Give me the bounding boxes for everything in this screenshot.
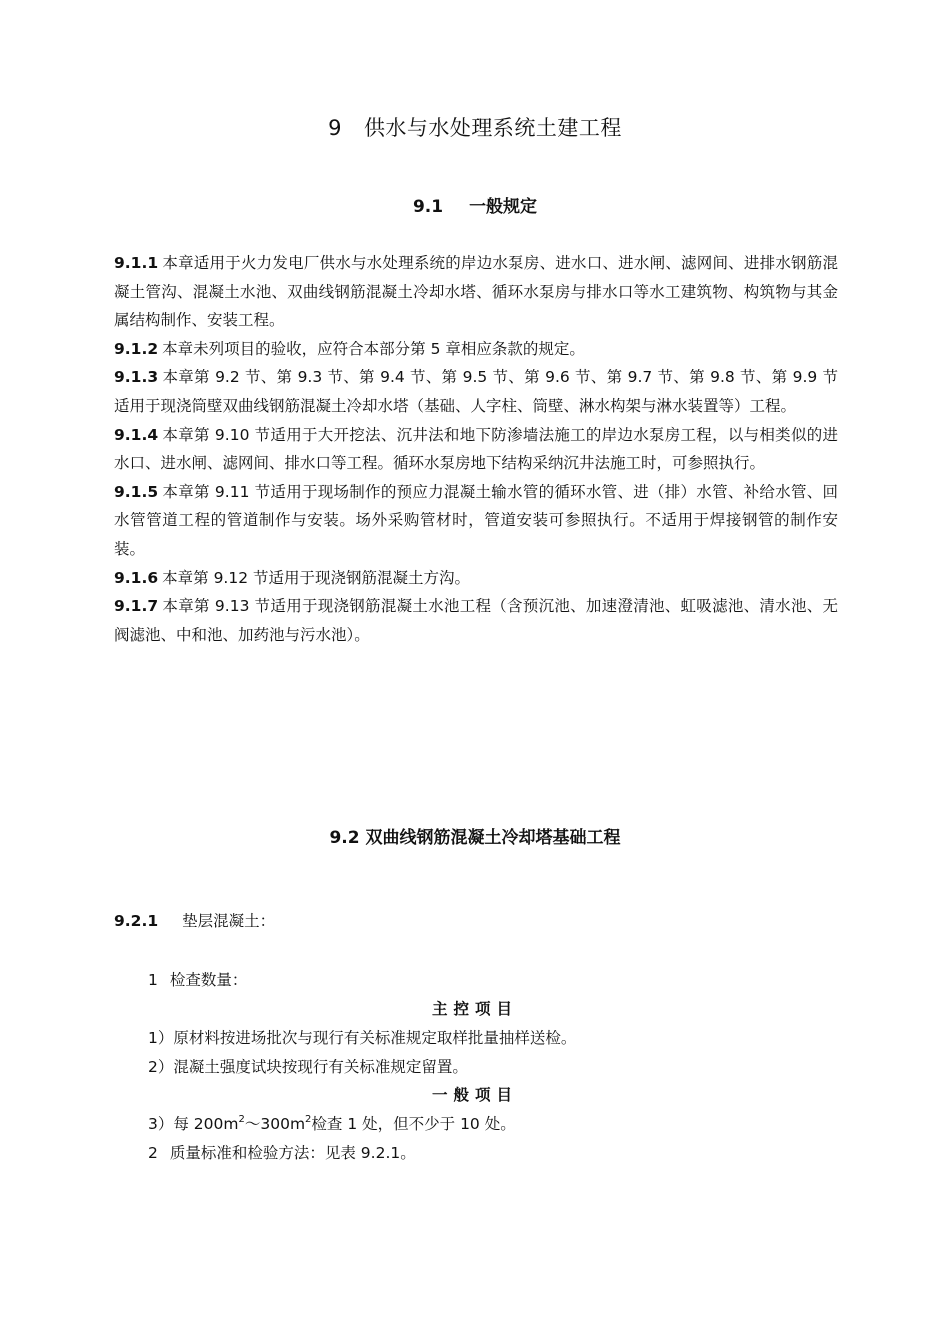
row-text-part: 检查 1 处，但不少于 10 处。 [311, 1115, 516, 1133]
item-text: 质量标准和检验方法：见表 9.2.1。 [169, 1144, 416, 1162]
superscript: 2 [305, 1113, 312, 1125]
chapter-number: 9 [328, 116, 342, 140]
requirement-row [148, 1112, 516, 1134]
clause [114, 335, 838, 364]
item-text: 检查数量： [169, 971, 248, 989]
clause-list [114, 249, 838, 649]
item-number: 2 [148, 1144, 158, 1162]
clause [114, 363, 838, 420]
clause-text: 本章第 9.10 节适用于大开挖法、沉井法和地下防渗墙法施工的岸边水泵房工程，以与相类似的进水口、进水闸、滤网间、排水口等工程。循环水泵房地下结构采纳沉井法施工时，可参照执行。 [114, 425, 838, 473]
clause-number: 9.1.4 [114, 425, 159, 444]
clause-text: 本章第 9.13 节适用于现浇钢筋混凝土水池工程（含预沉池、加速澄清池、虹吸滤池、清水池、无阀滤池、中和池、加药池与污水池）。 [114, 597, 838, 644]
clause [114, 478, 838, 564]
section-title-text: 一般规定 [469, 197, 538, 217]
general-items-heading: 一般项目 [431, 1086, 518, 1104]
clause-text: 垫层混凝土： [182, 912, 276, 930]
clause [114, 592, 838, 649]
section-9-2-title: 9.2 双曲线钢筋混凝土冷却塔基础工程 [329, 828, 621, 848]
requirement-row: 2）混凝土强度试块按现行有关标准规定留置。 [148, 1058, 468, 1076]
clause-text: 本章未列项目的验收，应符合本部分第 5 章相应条款的规定。 [162, 339, 585, 358]
section-number: 9.1 [412, 197, 444, 217]
clause-number: 9.1.5 [114, 482, 159, 501]
clause [114, 564, 838, 593]
clause-number: 9.1.2 [114, 339, 159, 358]
clause-9-2-1-heading [114, 909, 275, 931]
clause [114, 421, 838, 478]
section-9-1-title [0, 192, 950, 217]
requirement-row: 1）原材料按进场批次与现行有关标准规定取样批量抽样送检。 [148, 1029, 577, 1047]
superscript: 2 [238, 1113, 245, 1125]
quality-standard-item [148, 1141, 416, 1163]
main-items-heading: 主控项目 [431, 1000, 518, 1018]
item-number: 1 [148, 971, 158, 989]
clause-number: 9.1.6 [114, 568, 159, 587]
clause-number: 9.1.1 [114, 254, 159, 272]
clause-text: 本章第 9.2 节、第 9.3 节、第 9.4 节、第 9.5 节、第 9.6 节、第 9.7 节、第 9.8 节、第 9.9 节适用于现浇筒壁双曲线钢筋混凝土冷却水塔（基础、人字柱、筒壁、淋水构架与淋水装置等）工程。 [114, 368, 838, 415]
row-text-part: 3）每 200m [148, 1115, 239, 1133]
clause-text: 本章第 9.11 节适用于现场制作的预应力混凝土输水管的循环水管、进（排）水管、补给水管、回水管管道工程的管道制作与安装。场外采购管材时，管道安装可参照执行。不适用于焊接钢管的制作安装。 [114, 482, 838, 558]
clause-number: 9.1.7 [114, 597, 159, 616]
row-text-part: ～300m [244, 1115, 306, 1133]
clause [114, 249, 838, 335]
clause-text: 本章第 9.12 节适用于现浇钢筋混凝土方沟。 [162, 568, 471, 587]
check-quantity-item [148, 968, 247, 990]
clause-number: 9.2.1 [114, 912, 159, 930]
clause-number: 9.1.3 [114, 368, 159, 387]
clause-text: 本章适用于火力发电厂供水与水处理系统的岸边水泵房、进水口、进水闸、滤网间、进排水钢筋混凝土管沟、混凝土水池、双曲线钢筋混凝土冷却水塔、循环水泵房与排水口等水工建筑物、构筑物与其金属结构制作、安装工程。 [114, 254, 838, 330]
chapter-title [0, 112, 950, 142]
chapter-title-text: 供水与水处理系统土建工程 [363, 116, 622, 140]
